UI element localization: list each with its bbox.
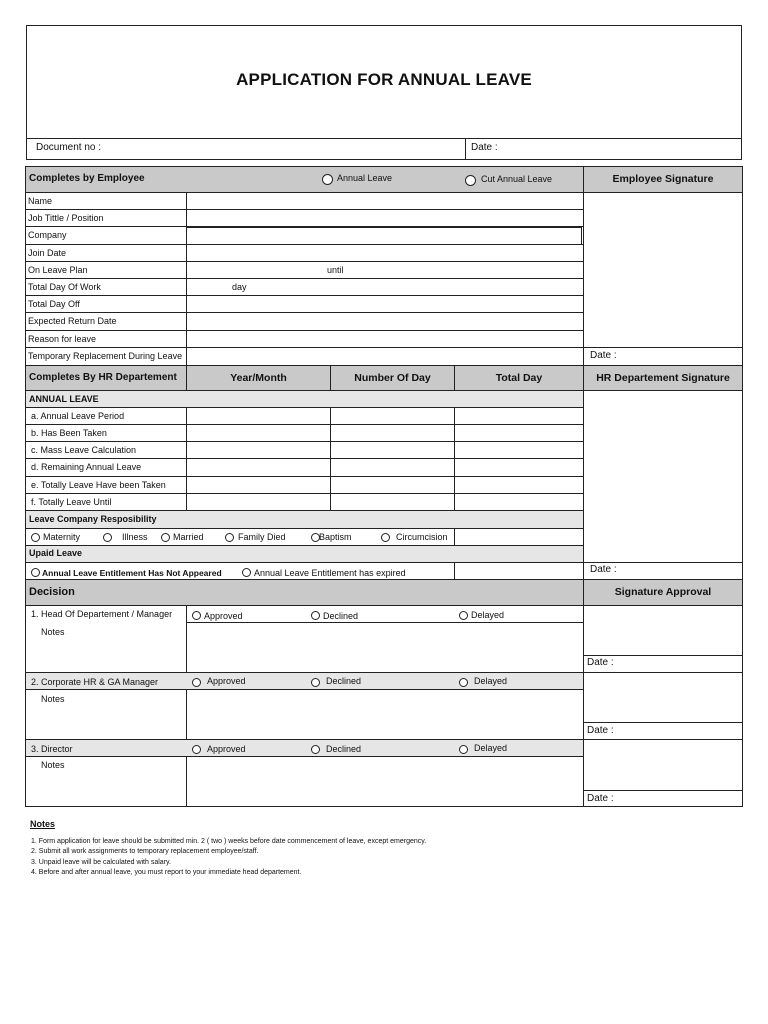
employee-signature-date-label: Date : (590, 350, 617, 361)
illness-radio[interactable] (103, 533, 112, 542)
note-item: 3. Unpaid leave will be calculated with salary. (31, 859, 171, 866)
approver-date-label: Date : (587, 725, 614, 736)
unpaid-subheader-bar (26, 546, 583, 562)
temporary-replacement-field[interactable] (188, 348, 582, 365)
divider (454, 562, 455, 580)
field-label-temporary-replacement: Temporary Replacement During Leave (28, 351, 183, 361)
divider (584, 790, 742, 791)
employee-signature-area[interactable] (584, 193, 742, 346)
leave-plan-from-field[interactable] (188, 262, 324, 277)
annual-leave-radio[interactable] (322, 174, 333, 185)
job-title-field[interactable] (188, 210, 582, 225)
approver-role: 1. Head Of Departement / Manager (31, 609, 173, 619)
divider (465, 138, 466, 160)
declined-radio[interactable] (311, 611, 320, 620)
company-option-label: Circumcision (396, 532, 448, 542)
unpaid-title: Upaid Leave (29, 548, 83, 558)
document-no-label: Document no : (36, 142, 102, 153)
notes-title: Notes (30, 819, 56, 829)
maternity-radio[interactable] (31, 533, 40, 542)
hr-row-label: f. Totally Leave Until (31, 497, 112, 507)
declined-radio[interactable] (311, 678, 320, 687)
divider (26, 562, 742, 563)
signature-approval-area[interactable] (584, 606, 742, 654)
signature-approval-area[interactable] (584, 740, 742, 789)
hr-row-label: a. Annual Leave Period (31, 411, 125, 421)
divider (26, 278, 583, 279)
notes-label: Notes (41, 627, 65, 637)
field-label-on-leave-plan: On Leave Plan (28, 265, 88, 275)
divider (584, 655, 742, 656)
expected-return-date-field[interactable] (188, 313, 582, 329)
document-no-field[interactable] (110, 139, 462, 159)
approved-radio[interactable] (192, 678, 201, 687)
divider (454, 407, 455, 511)
delayed-radio[interactable] (459, 745, 468, 754)
company-resp-title: Leave Company Resposibility (29, 514, 157, 524)
field-label-expected-return-date: Expected Return Date (28, 316, 117, 326)
note-item: 2. Submit all work assignments to temporary replacement employee/staff. (31, 848, 259, 855)
hr-signature-header: HR Departement Signature (596, 372, 730, 384)
delayed-label: Delayed (471, 610, 505, 620)
field-label-join-date: Join Date (28, 248, 67, 258)
company-option-label: Family Died (238, 532, 286, 542)
header-date-field[interactable] (505, 139, 739, 159)
approved-radio[interactable] (192, 745, 201, 754)
company-option-label: Baptism (319, 532, 352, 542)
divider (26, 476, 583, 477)
annual-leave-title: ANNUAL LEAVE (29, 394, 99, 404)
hr-row-label: e. Totally Leave Have been Taken (31, 480, 166, 490)
field-label-total-day-off: Total Day Off (28, 299, 80, 309)
delayed-radio[interactable] (459, 678, 468, 687)
divider (584, 722, 742, 723)
entitlement-not-appeared-radio[interactable] (31, 568, 40, 577)
approved-radio[interactable] (192, 611, 201, 620)
employee-section-title: Completes by Employee (29, 173, 145, 184)
divider (186, 622, 583, 623)
total-day-header: Total Day (495, 372, 543, 384)
cut-annual-leave-option-label: Cut Annual Leave (481, 174, 553, 184)
field-label-total-day-of-work: Total Day Of Work (28, 282, 101, 292)
notes-field[interactable] (188, 624, 582, 671)
cut-annual-leave-radio[interactable] (465, 175, 476, 186)
notes-label: Notes (41, 694, 65, 704)
divider (454, 528, 455, 545)
declined-label: Declined (323, 611, 359, 621)
day-label: day (232, 282, 247, 292)
approved-label: Approved (207, 676, 246, 686)
join-date-field[interactable] (188, 245, 582, 260)
divider (186, 605, 187, 807)
divider (26, 528, 583, 529)
company-option-label: Illness (122, 532, 148, 542)
name-field[interactable] (188, 193, 582, 208)
header-date-label: Date : (471, 142, 498, 153)
approver-date-label: Date : (587, 657, 614, 668)
approver-role: 3. Director (31, 744, 73, 754)
delayed-label: Delayed (474, 743, 508, 753)
hr-signature-date-label: Date : (590, 564, 617, 575)
notes-field[interactable] (188, 758, 582, 805)
hr-signature-area[interactable] (584, 391, 742, 561)
divider (26, 441, 583, 442)
reason-field[interactable] (188, 331, 582, 346)
page-title: APPLICATION FOR ANNUAL LEAVE (236, 70, 532, 89)
divider (186, 192, 187, 366)
hr-row-label: b. Has Been Taken (31, 428, 107, 438)
note-item: 4. Before and after annual leave, you must report to your immediate head departement. (31, 869, 302, 876)
until-label: until (327, 265, 344, 275)
field-label-name: Name (28, 196, 53, 206)
approved-label: Approved (207, 744, 246, 754)
approver-date-label: Date : (587, 793, 614, 804)
entitlement-expired-radio[interactable] (242, 568, 251, 577)
company-field[interactable] (188, 228, 580, 242)
field-label-reason: Reason for leave (28, 334, 97, 344)
divider (26, 756, 583, 757)
decision-section-title: Decision (29, 586, 75, 598)
company-option-label: Married (173, 532, 204, 542)
delayed-radio[interactable] (459, 611, 468, 620)
signature-approval-header: Signature Approval (614, 586, 712, 598)
total-day-off-field[interactable] (188, 296, 582, 311)
number-of-day-header: Number Of Day (354, 372, 431, 384)
employee-signature-header: Employee Signature (612, 173, 714, 185)
hr-section-title: Completes By HR Departement (29, 372, 177, 383)
delayed-label: Delayed (474, 676, 508, 686)
divider (330, 407, 331, 511)
declined-label: Declined (326, 744, 362, 754)
leave-plan-until-field[interactable] (350, 262, 582, 277)
annual-leave-subheader-bar (26, 391, 583, 407)
declined-radio[interactable] (311, 745, 320, 754)
declined-label: Declined (326, 676, 362, 686)
notes-field[interactable] (188, 691, 582, 738)
signature-approval-area[interactable] (584, 673, 742, 721)
hr-row-label: d. Remaining Annual Leave (31, 462, 142, 472)
divider (26, 493, 583, 494)
total-day-of-work-field[interactable] (188, 279, 230, 294)
year-month-header: Year/Month (230, 372, 287, 384)
unpaid-option-label: Annual Leave Entitlement Has Not Appeared (42, 568, 222, 578)
approver-role: 2. Corporate HR & GA Manager (31, 677, 159, 687)
divider (186, 407, 187, 511)
notes-label: Notes (41, 760, 65, 770)
field-label-job-title: Job Tittle / Position (28, 213, 104, 223)
family-died-radio[interactable] (225, 533, 234, 542)
note-item: 1. Form application for leave should be submitted min. 2 ( two ) weeks before date commencement of leave, except emergency. (31, 838, 427, 845)
annual-leave-option-label: Annual Leave (337, 173, 393, 183)
unpaid-option-label: Annual Leave Entitlement has expired (254, 568, 406, 578)
divider (26, 689, 583, 690)
divider (26, 458, 583, 459)
hr-row-label: c. Mass Leave Calculation (31, 445, 137, 455)
approved-label: Approved (204, 611, 243, 621)
circumcision-radio[interactable] (381, 533, 390, 542)
divider (26, 407, 583, 408)
company-option-label: Maternity (43, 532, 81, 542)
divider (26, 424, 583, 425)
married-radio[interactable] (161, 533, 170, 542)
field-label-company: Company (28, 230, 67, 240)
